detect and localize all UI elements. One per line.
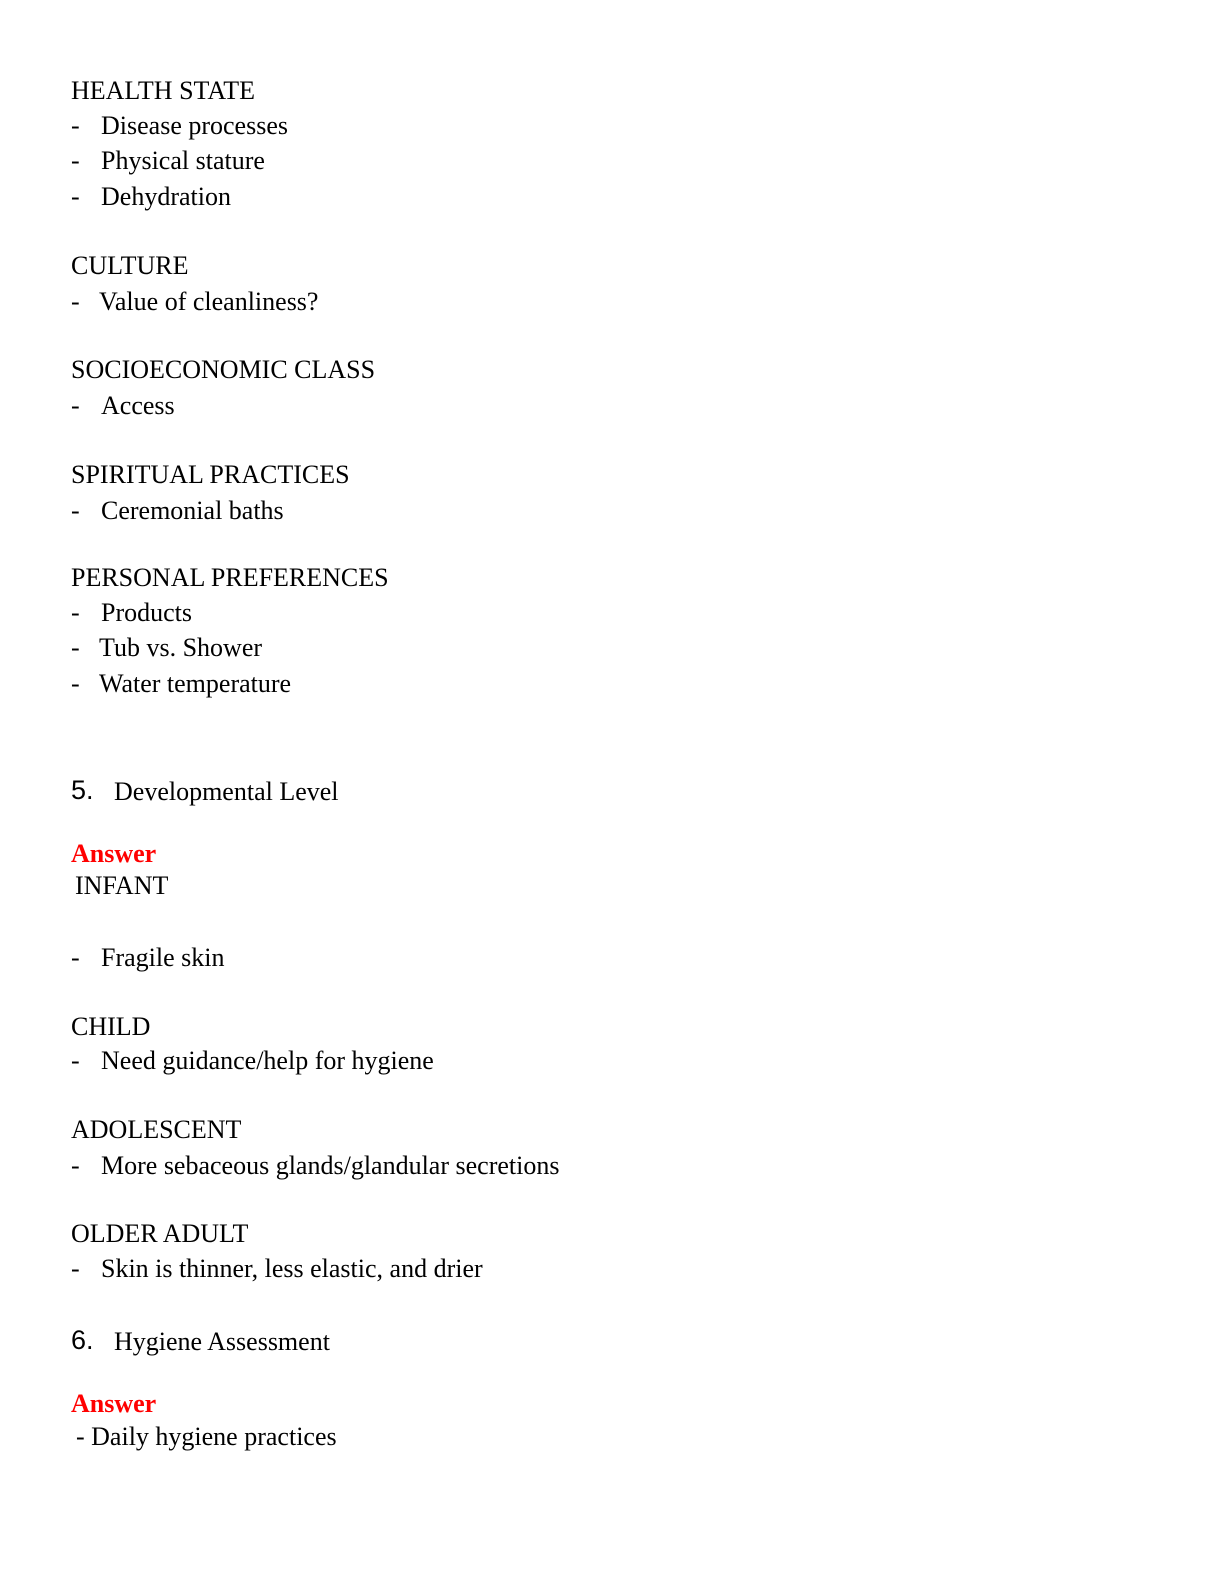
answer-text: - Daily hygiene practices: [76, 1422, 337, 1451]
question-number: 5.: [71, 775, 94, 805]
bullet-dash: -: [71, 669, 80, 698]
group-heading-older-adult: OLDER ADULT: [71, 1219, 249, 1248]
list-item: Disease processes: [101, 111, 288, 140]
list-item: Products: [101, 598, 192, 627]
bullet-dash: -: [71, 1254, 80, 1283]
list-item: Access: [101, 391, 175, 420]
bullet-dash: -: [71, 598, 80, 627]
question-number: 6.: [71, 1325, 94, 1355]
bullet-dash: -: [71, 146, 80, 175]
bullet-dash: -: [71, 943, 80, 972]
list-item: Tub vs. Shower: [99, 633, 263, 662]
list-item: Fragile skin: [101, 943, 225, 972]
bullet-dash: -: [71, 287, 80, 316]
question-title: Developmental Level: [114, 777, 339, 806]
section-heading-culture: CULTURE: [71, 251, 189, 280]
bullet-dash: -: [71, 633, 80, 662]
bullet-dash: -: [71, 496, 80, 525]
bullet-dash: -: [71, 182, 80, 211]
section-heading-health-state: HEALTH STATE: [71, 76, 256, 105]
bullet-dash: -: [71, 391, 80, 420]
section-heading-socioeconomic-class: SOCIOECONOMIC CLASS: [71, 355, 376, 384]
list-item: Physical stature: [101, 146, 265, 175]
bullet-dash: -: [71, 1046, 80, 1075]
bullet-dash: -: [71, 111, 80, 140]
group-heading-infant: INFANT: [75, 871, 169, 900]
section-heading-personal-preferences: PERSONAL PREFERENCES: [71, 563, 389, 592]
answer-label: Answer: [71, 1389, 157, 1418]
list-item: More sebaceous glands/glandular secretions: [101, 1151, 560, 1180]
question-title: Hygiene Assessment: [114, 1327, 330, 1356]
group-heading-child: CHILD: [71, 1012, 151, 1041]
answer-label: Answer: [71, 839, 157, 868]
list-item: Need guidance/help for hygiene: [101, 1046, 434, 1075]
list-item: Skin is thinner, less elastic, and drier: [101, 1254, 483, 1283]
list-item: Ceremonial baths: [101, 496, 284, 525]
section-heading-spiritual-practices: SPIRITUAL PRACTICES: [71, 460, 350, 489]
list-item: Dehydration: [101, 182, 231, 211]
bullet-dash: -: [71, 1151, 80, 1180]
list-item: Value of cleanliness?: [99, 287, 319, 316]
list-item: Water temperature: [99, 669, 292, 698]
group-heading-adolescent: ADOLESCENT: [71, 1115, 242, 1144]
